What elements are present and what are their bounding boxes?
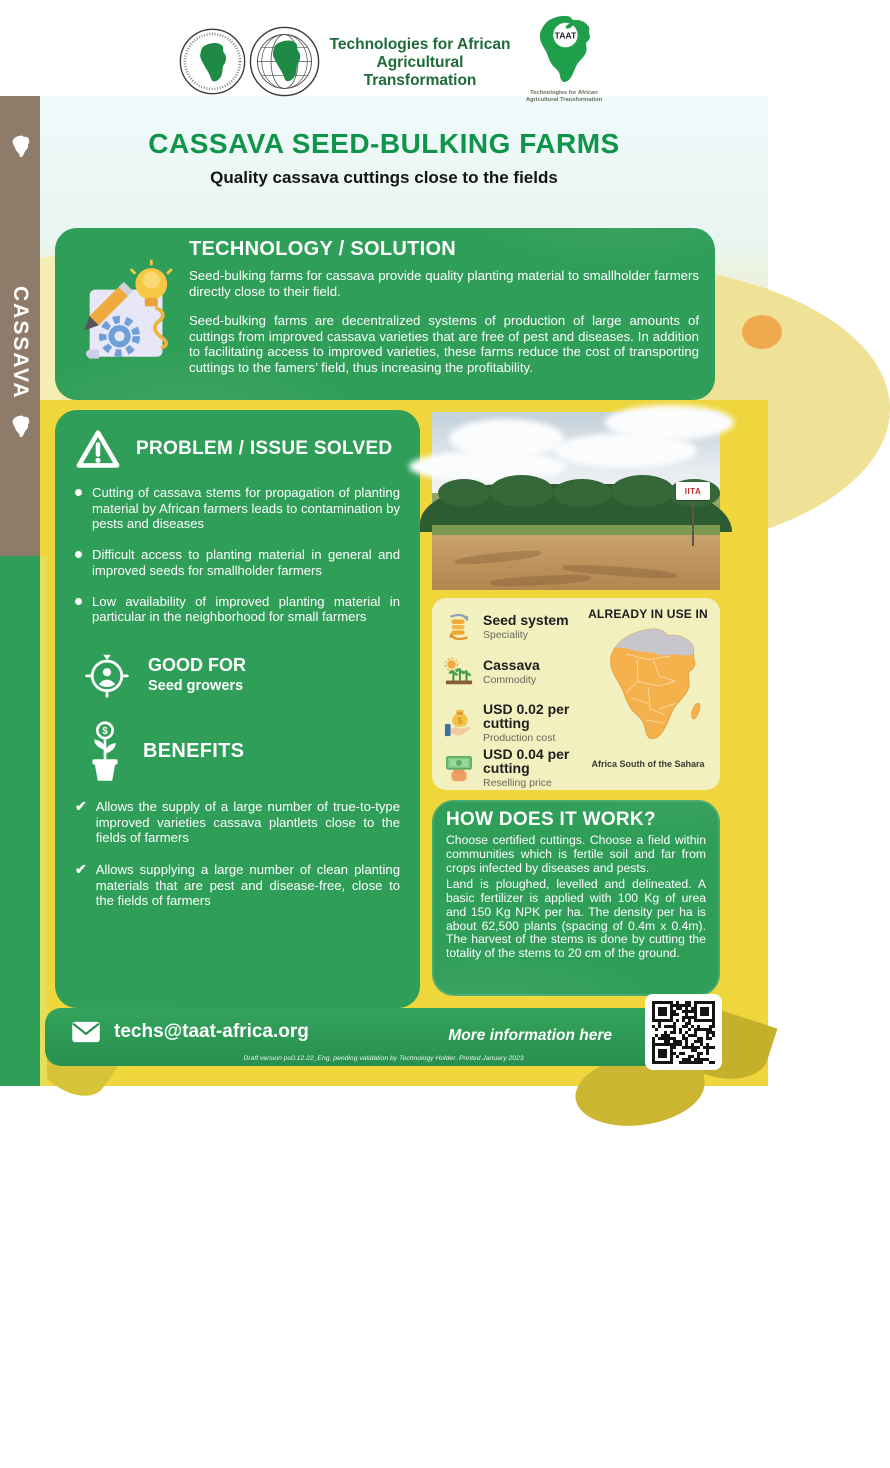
photo-bush xyxy=(611,475,674,507)
map-caption: Africa South of the Sahara xyxy=(591,759,705,769)
bullet-dot-icon xyxy=(75,551,82,558)
photo-cloud xyxy=(605,405,735,440)
problem-benefits-panel xyxy=(55,410,420,1008)
fact-commodity xyxy=(444,657,594,687)
taat-logo-icon xyxy=(526,12,602,84)
draft-version-note: Draft version ps0.12.22_Eng, pending validation by Technology Holder. Printed January 2023 xyxy=(243,1055,524,1062)
fact-sublabel: Commodity xyxy=(483,674,537,686)
check-icon: ✔ xyxy=(75,861,87,878)
footer-bar xyxy=(45,1008,722,1066)
bullet-dot-icon xyxy=(75,489,82,496)
seed-system-icon xyxy=(444,612,474,642)
org-title-line2: Agricultural Transformation xyxy=(363,53,477,89)
already-in-use-block xyxy=(582,607,714,769)
benefits-heading: BENEFITS xyxy=(143,740,245,763)
iita-sign: IITA xyxy=(676,482,710,500)
fact-sublabel: Speciality xyxy=(483,629,528,641)
sidebar-process xyxy=(0,556,40,1468)
page-title: CASSAVA SEED-BULKING FARMS xyxy=(148,128,620,159)
problem-heading: PROBLEM / ISSUE SOLVED xyxy=(136,438,393,459)
qr-pattern xyxy=(652,1001,715,1064)
photo-bush xyxy=(438,479,490,507)
benefit-item: ✔ Allows supplying a large number of clean planting materials that are pest and disease-free, close to the fields of farmers xyxy=(75,861,400,909)
map-heading: ALREADY IN USE IN xyxy=(588,607,708,621)
technology-paragraph-2: Seed-bulking farms are decentralized systems of production of large amounts of cuttings from improved cassava varieties that are free of pest and diseases. In addition to facilitating access to improved varieties, these farms reduce the cost of transporting cuttings to the famers’ field, thus increasing the profitability. xyxy=(189,313,699,375)
svg-text:TAAT: TAAT xyxy=(554,30,577,41)
org-title-line1: Technologies for African xyxy=(329,36,511,53)
photo-bush xyxy=(490,475,553,507)
problem-bullet: Difficult access to planting material in general and improved seeds for smallholder farmers xyxy=(75,547,400,578)
fact-label: USD 0.02 per cutting xyxy=(483,701,570,731)
hero xyxy=(0,128,768,188)
cassava-icon xyxy=(444,657,474,687)
facts-card xyxy=(432,598,720,790)
org-title xyxy=(325,36,515,89)
warning-icon xyxy=(75,428,121,470)
taat-logo-subtitle: Technologies for African Agricultural Transformation xyxy=(525,90,603,103)
how-it-works-section xyxy=(432,800,720,996)
fact-seed-system xyxy=(444,612,594,642)
fact-sublabel: Reselling price xyxy=(483,777,552,789)
email-address[interactable]: techs@taat-africa.org xyxy=(114,1021,309,1042)
more-info-label: More information here xyxy=(448,1027,612,1044)
good-for-section xyxy=(83,651,400,699)
check-icon: ✔ xyxy=(75,797,87,814)
photo-sign-post xyxy=(692,500,694,546)
decorative-shape xyxy=(742,315,782,349)
how-paragraph-1: Choose certified cuttings. Choose a field within communities which is fertile soil and far from crops infected by diseases and pests. xyxy=(446,833,706,875)
africa-map xyxy=(593,621,703,753)
fact-label: Cassava xyxy=(483,657,540,673)
problem-bullet: Low availability of improved planting material in particular in the neighborhood for small farmers xyxy=(75,594,400,625)
technology-section xyxy=(55,228,715,400)
fact-sublabel: Production cost xyxy=(483,732,556,744)
afdb-logo-icon xyxy=(179,28,246,100)
bullet-dot-icon xyxy=(75,598,82,605)
good-for-audience: Seed growers xyxy=(148,677,244,694)
qr-code[interactable] xyxy=(645,994,722,1070)
adf-globe-logo-icon xyxy=(249,26,320,102)
fact-production-cost xyxy=(444,702,594,744)
money-plant-icon xyxy=(87,721,123,783)
how-heading: HOW DOES IT WORK? xyxy=(446,809,656,830)
fact-label: Seed system xyxy=(483,612,569,628)
fact-label: USD 0.04 per cutting xyxy=(483,746,570,776)
taat-mini-logo-icon xyxy=(9,414,31,445)
sidebar-process-label: TECHNOLOGICAL PROCESS xyxy=(10,1211,29,1468)
benefits-section-head xyxy=(87,721,400,783)
sidebar-accent-stripe xyxy=(40,556,47,1086)
contact-email[interactable] xyxy=(71,1021,309,1043)
envelope-icon xyxy=(71,1021,101,1043)
taat-logo xyxy=(514,12,614,104)
svg-text:$: $ xyxy=(102,725,108,737)
good-for-heading: GOOD FOR xyxy=(148,654,246,675)
target-person-icon xyxy=(83,651,131,699)
technology-paragraph-1: Seed-bulking farms for cassava provide quality planting material to smallholder farmers directly close to their field. xyxy=(189,268,699,299)
how-paragraph-2: Land is ploughed, levelled and delineated. A basic fertilizer is applied with 100 Kg of urea and 150 Kg NPK per ha. The density per ha is about 62,500 plants (spacing of 0.4m x 0.4m). The harvest of the stems is done by cutting the totality of the stems to 20 cm of the ground. xyxy=(446,877,706,961)
technology-heading: TECHNOLOGY / SOLUTION xyxy=(189,238,457,260)
benefit-item: ✔ Allows the supply of a large number of true-to-type improved varieties cassava plantlets close to the fields of farmers xyxy=(75,797,400,846)
sidebar-commodity-label: CASSAVA xyxy=(9,286,32,400)
fact-reselling-price xyxy=(444,747,594,789)
blueprint-idea-icon xyxy=(71,248,183,381)
page-subtitle: Quality cassava cuttings close to the fields xyxy=(210,168,558,187)
reselling-price-icon xyxy=(444,753,474,783)
photo-bush xyxy=(553,479,611,507)
svg-text:$: $ xyxy=(457,715,463,726)
problem-bullet: Cutting of cassava stems for propagation of planting material by African farmers leads to contamination by pests and diseases xyxy=(75,485,400,532)
header xyxy=(0,0,768,103)
production-cost-icon xyxy=(444,708,474,738)
field-photo xyxy=(432,412,720,588)
